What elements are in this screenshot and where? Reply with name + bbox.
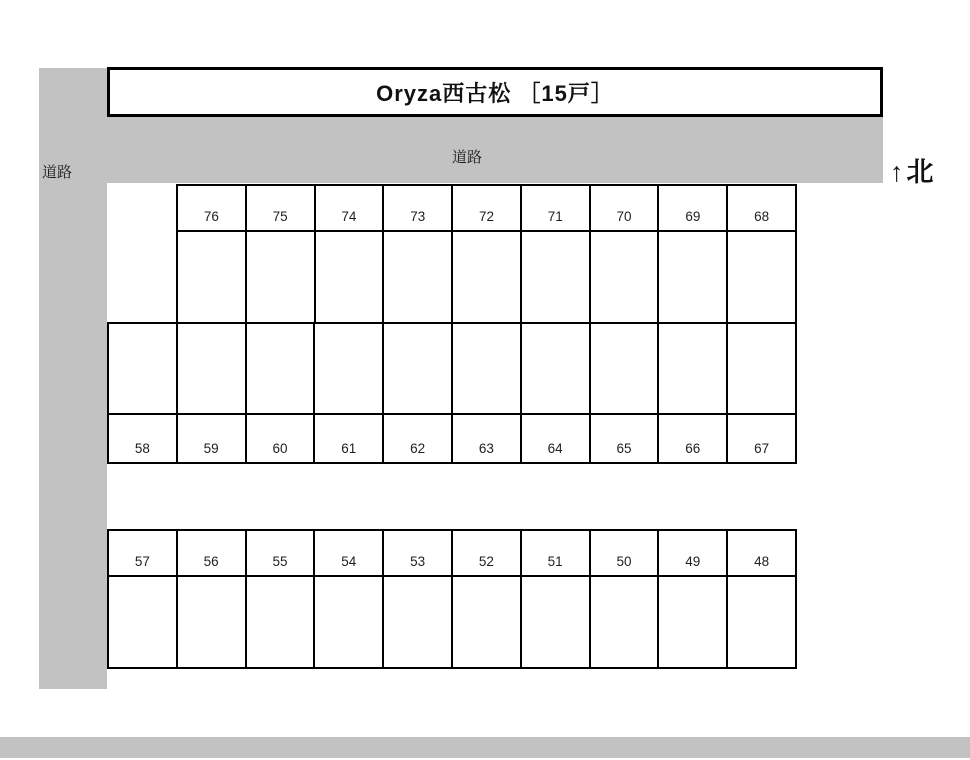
property-title: Oryza西古松 ［15戸］ (376, 80, 614, 106)
north-arrow-icon: ↑ (890, 157, 904, 187)
parking-block-south (107, 529, 797, 669)
parking-space-cell (109, 324, 176, 413)
parking-space-number-cell: 67 (728, 415, 795, 462)
parking-space-cell (247, 577, 314, 667)
parking-space-cell (384, 232, 451, 322)
parking-space-cell (384, 577, 451, 667)
parking-space-number-cell: 62 (384, 415, 451, 462)
road-label-top: 道路 (452, 149, 483, 166)
parking-space-cell (316, 232, 383, 322)
parking-space-cell (522, 577, 589, 667)
parking-space-number-cell: 50 (591, 531, 658, 575)
parking-space-number-cell: 48 (728, 531, 795, 575)
parking-space-cell (659, 232, 726, 322)
parking-space-cell (728, 324, 795, 413)
parking-space-cell (453, 577, 520, 667)
parking-space-number-cell: 72 (453, 186, 520, 230)
parking-space-cell (315, 324, 382, 413)
parking-space-number-cell: 58 (109, 415, 176, 462)
parking-space-number-cell: 75 (247, 186, 314, 230)
parking-space-cell (453, 232, 520, 322)
parking-space-number-cell: 60 (247, 415, 314, 462)
parking-space-number-cell: 71 (522, 186, 589, 230)
parking-space-cell (728, 232, 795, 322)
parking-space-number-cell: 76 (178, 186, 245, 230)
parking-space-cell (659, 324, 726, 413)
parking-space-number-cell: 74 (316, 186, 383, 230)
parking-space-number-cell: 49 (659, 531, 726, 575)
parking-space-cell (591, 232, 658, 322)
road-label-left: 道路 (42, 164, 73, 181)
parking-space-number-cell: 61 (315, 415, 382, 462)
parking-space-cell (591, 577, 658, 667)
property-title-box (107, 67, 883, 117)
parking-space-number-cell: 66 (659, 415, 726, 462)
parking-space-number-cell: 65 (591, 415, 658, 462)
parking-space-cell (453, 324, 520, 413)
parking-space-cell (247, 324, 314, 413)
parking-space-number-cell: 54 (315, 531, 382, 575)
road-strip-left (39, 68, 107, 689)
parking-space-number-cell: 55 (247, 531, 314, 575)
parking-space-cell (591, 324, 658, 413)
parking-space-cell (178, 232, 245, 322)
road-strip-bottom (0, 737, 970, 758)
parking-space-cell (247, 232, 314, 322)
parking-space-number-cell: 52 (453, 531, 520, 575)
parking-space-number-cell: 69 (659, 186, 726, 230)
parking-space-cell (522, 232, 589, 322)
parking-space-cell (109, 577, 176, 667)
parking-space-cell (659, 577, 726, 667)
parking-space-number-cell: 59 (178, 415, 245, 462)
parking-space-number-cell: 73 (384, 186, 451, 230)
parking-space-number-cell: 57 (109, 531, 176, 575)
parking-space-cell (728, 577, 795, 667)
north-label: 北 (906, 157, 934, 187)
parking-space-number-cell: 53 (384, 531, 451, 575)
parking-space-cell (522, 324, 589, 413)
parking-space-number-cell: 51 (522, 531, 589, 575)
parking-space-number-cell: 56 (178, 531, 245, 575)
parking-space-cell (178, 324, 245, 413)
parking-block-north (176, 184, 797, 322)
parking-space-number-cell: 70 (591, 186, 658, 230)
parking-space-cell (315, 577, 382, 667)
parking-space-number-cell: 63 (453, 415, 520, 462)
parking-space-number-cell: 64 (522, 415, 589, 462)
parking-space-cell (178, 577, 245, 667)
parking-block-middle (107, 322, 797, 464)
parking-space-number-cell: 68 (728, 186, 795, 230)
north-indicator (890, 150, 934, 189)
parking-space-cell (384, 324, 451, 413)
